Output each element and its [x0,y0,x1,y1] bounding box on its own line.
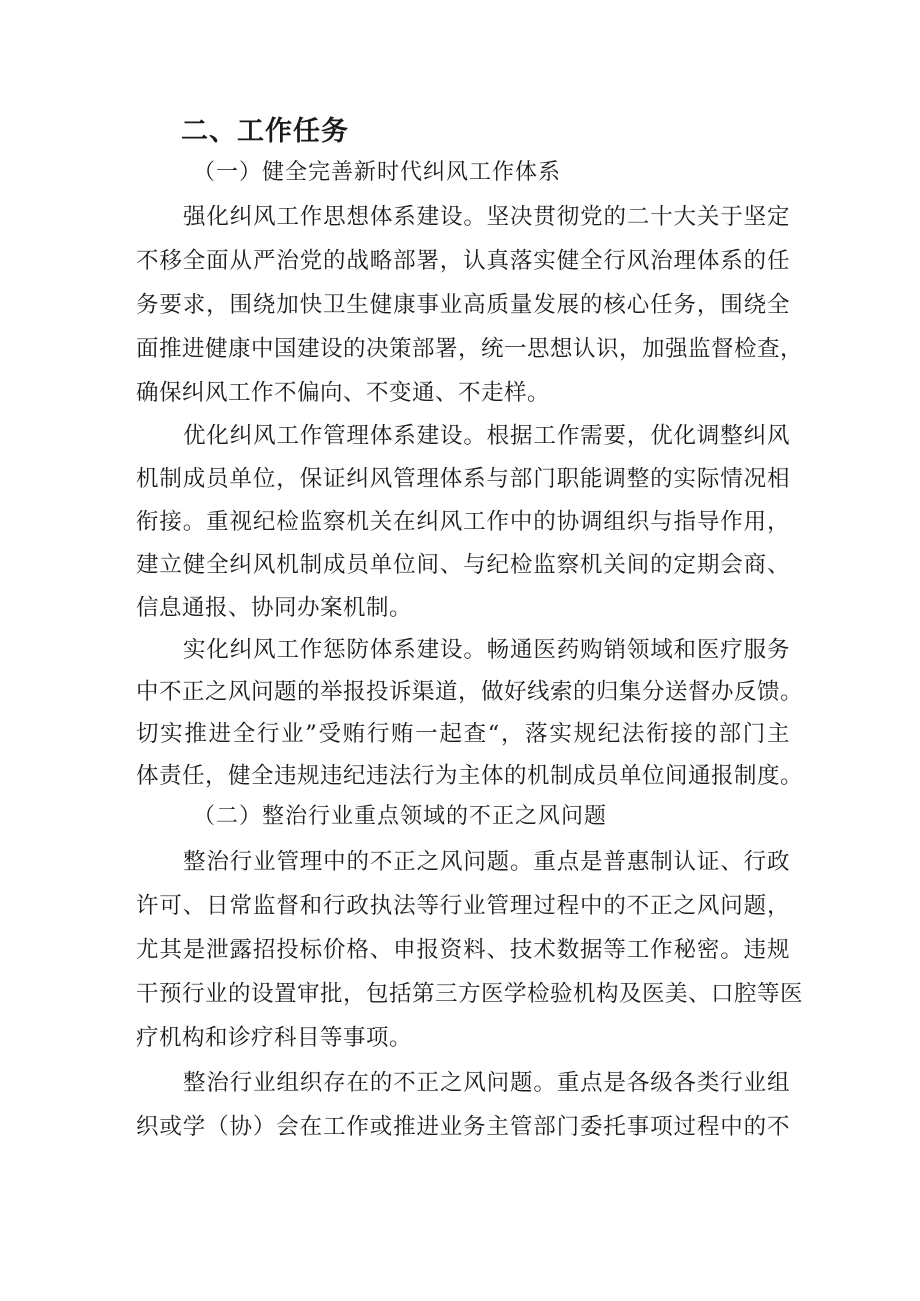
paragraph-line: 机制成员单位，保证纠风管理体系与部门职能调整的实际情况相 [136,466,790,492]
paragraph-line: 确保纠风工作不偏向、不变通、不走样。 [136,380,551,406]
paragraph-line: 面推进健康中国建设的决策部署，统一思想认识，加强监督检查， [136,336,804,362]
paragraph-line: 许可、日常监督和行政执法等行业管理过程中的不正之风问题， [136,893,790,919]
paragraph-line: 衔接。重视纪检监察机关在纠风工作中的协调组织与指导作用， [136,509,790,535]
subsection-title-1: （一）健全完善新时代纠风工作体系 [193,160,562,185]
paragraph-line: 不移全面从严治党的战略部署，认真落实健全行风治理体系的任 [136,248,790,274]
paragraph-line: 整治行业组织存在的不正之风问题。重点是各级各类行业组 [183,1070,790,1096]
paragraph-line: 建立健全纠风机制成员单位间、与纪检监察机关间的定期会商、 [136,552,790,578]
paragraph-line: 实化纠风工作惩防体系建设。畅通医药购销领域和医疗服务 [183,637,790,663]
paragraph-line: 干预行业的设置审批，包括第三方医学检验机构及医美、口腔等医 [136,981,804,1007]
paragraph-line: 织或学（协）会在工作或推进业务主管部门委托事项过程中的不 [136,1114,790,1140]
section-heading: 二、工作任务 [181,116,349,147]
paragraph-line: 切实推进全行业”受贿行贿一起查“，落实规纪法衔接的部门主 [136,721,790,747]
paragraph-line: 整治行业管理中的不正之风问题。重点是普惠制认证、行政 [183,849,790,875]
paragraph-line: 体责任，健全违规违纪违法行为主体的机制成员单位间通报制度。 [136,763,804,789]
subsection-title-2: （二）整治行业重点领域的不正之风问题 [193,804,608,829]
paragraph-line: 信息通报、协同办案机制。 [136,595,413,621]
paragraph-line: 务要求，围绕加快卫生健康事业高质量发展的核心任务，围绕全 [136,292,790,318]
paragraph-line: 优化纠风工作管理体系建设。根据工作需要，优化调整纠风 [183,423,790,449]
paragraph-line: 疗机构和诊疗科目等事项。 [136,1025,413,1051]
paragraph-line: 尤其是泄露招投标价格、申报资料、技术数据等工作秘密。违规 [136,937,790,963]
paragraph-line: 强化纠风工作思想体系建设。坚决贯彻党的二十大关于坚定 [183,204,790,230]
paragraph-line: 中不正之风问题的举报投诉渠道，做好线索的归集分送督办反馈。 [136,679,804,705]
